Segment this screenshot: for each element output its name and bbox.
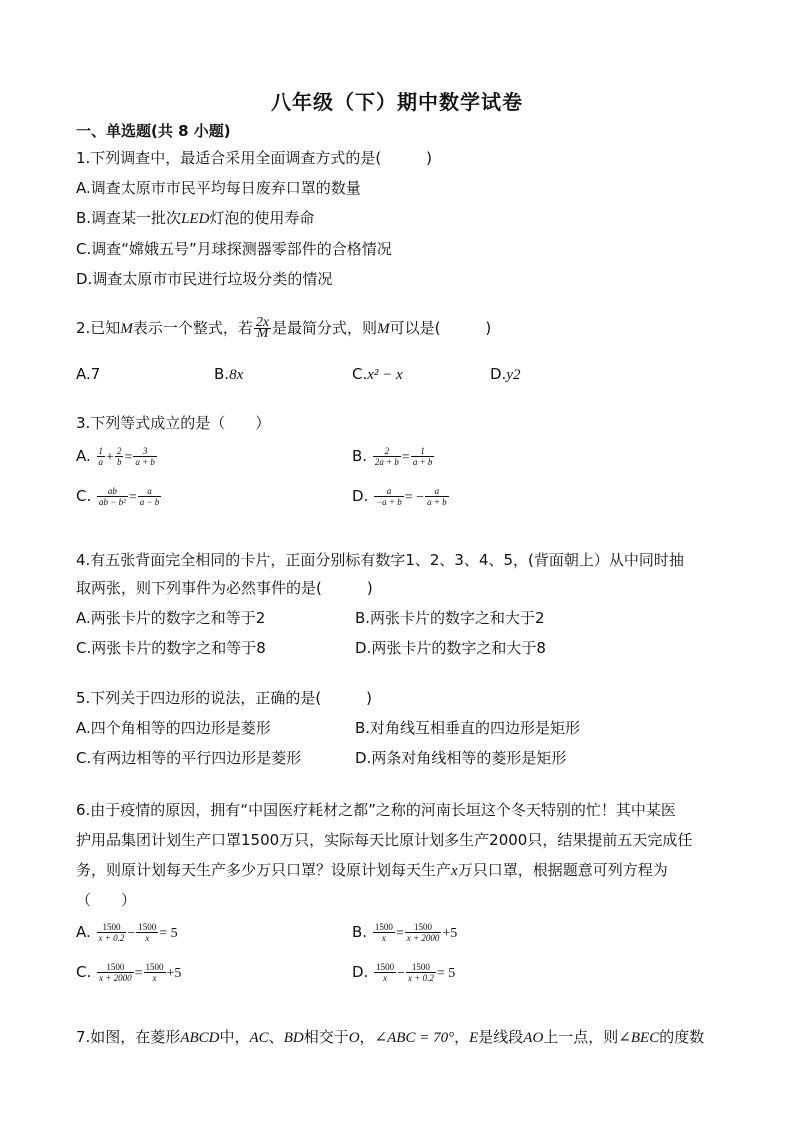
section-heading: 一、单选题(共 8 小题)	[76, 122, 231, 140]
q6-option-b: B. $\frac{1500}{x}$ = $\frac{1500}{x + 2000}$ +5	[352, 922, 458, 943]
q3-option-c: C. $\frac{ab}{\text{ab − b²}}$ = $\frac{a}{a - b}$	[76, 486, 160, 507]
q2-option-c: C.x² − x	[352, 365, 403, 383]
q5-option-d: D.两条对角线相等的菱形是矩形	[355, 749, 567, 767]
q5-option-a: A.四个角相等的四边形是菱形	[76, 719, 271, 737]
q4-stem-line-1: 4.有五张背面完全相同的卡片，正面分别标有数字1、2、3、4、5，(背面朝上）从中同时抽	[76, 551, 684, 569]
q1-stem: 1.下列调查中，最适合采用全面调查方式的是( )	[76, 149, 433, 167]
q4-option-c: C.两张卡片的数字之和等于8	[76, 639, 266, 657]
q6-stem-line-2: 护用品集团计划生产口罩1500万只，实际每天比原计划多生产2000只，结果提前五天完成任	[76, 831, 693, 849]
q2-fraction: $\frac{2x}{M}$	[255, 315, 270, 341]
q6-option-d: D. $\frac{1500}{x}$ − $\frac{1500}{x + 0.2}$ = 5	[352, 962, 456, 983]
q1-option-a: A.调查太原市市民平均每日废弃口罩的数量	[76, 179, 361, 197]
q2-option-d: D.y2	[490, 365, 521, 383]
q4-stem-line-2: 取两张，则下列事件为必然事件的是( )	[76, 579, 373, 597]
q4-option-b: B.两张卡片的数字之和大于2	[355, 609, 545, 627]
q5-option-c: C.有两边相等的平行四边形是菱形	[76, 749, 302, 767]
q6-stem-line-4: （ ）	[76, 891, 137, 909]
q1-option-c: C.调查“嫦娥五号”月球探测器零部件的合格情况	[76, 240, 392, 258]
q4-option-a: A.两张卡片的数字之和等于2	[76, 609, 266, 627]
q1-option-d: D.调查太原市市民进行垃圾分类的情况	[76, 270, 333, 288]
q2-option-b: B.8x	[214, 365, 244, 383]
q6-option-a: A. $\frac{1500}{x + 0.2}$ − $\frac{1500}{x}$ = 5	[76, 922, 178, 943]
q4-option-d: D.两张卡片的数字之和大于8	[355, 639, 546, 657]
q1-option-b: B.调查某一批次LED灯泡的使用寿命	[76, 209, 315, 227]
q3-stem: 3.下列等式成立的是（ ）	[76, 414, 271, 432]
q3-option-b: B. $\frac{2}{2a + b}$ = $\frac{1}{a + b}$	[352, 446, 433, 467]
q3-option-d: D. $\frac{a}{-a + b}$ = − $\frac{a}{a + b}$	[352, 486, 447, 507]
exam-title: 八年级（下）期中数学试卷	[271, 90, 523, 114]
q7-stem: 7.如图，在菱形ABCD中，AC、BD相交于O，∠ABC = 70°，E是线段AO上一点，则∠BEC的度数	[76, 1028, 705, 1046]
q5-option-b: B.对角线互相垂直的四边形是矩形	[355, 719, 581, 737]
q6-stem-line-1: 6.由于疫情的原因，拥有“中国医疗耗材之都”之称的河南长垣这个冬天特别的忙！其中某医	[76, 801, 676, 819]
q6-option-c: C. $\frac{1500}{x + 2000}$ = $\frac{1500}{x}$ +5	[76, 962, 182, 983]
q5-stem: 5.下列关于四边形的说法，正确的是( )	[76, 689, 373, 707]
q3-option-a: A. $\frac{1}{a}$ + $\frac{2}{b}$ = $\frac{3}{a + b}$	[76, 446, 155, 467]
q6-stem-line-3: 务，则原计划每天生产多少万只口罩？设原计划每天生产x万只口罩，根据题意可列方程为	[76, 861, 668, 879]
q2-option-a: A.7	[76, 365, 101, 383]
q2-stem: 2.已知M表示一个整式，若 $\frac{2x}{M}$ 是最简分式，则M可以是( )	[76, 315, 492, 341]
